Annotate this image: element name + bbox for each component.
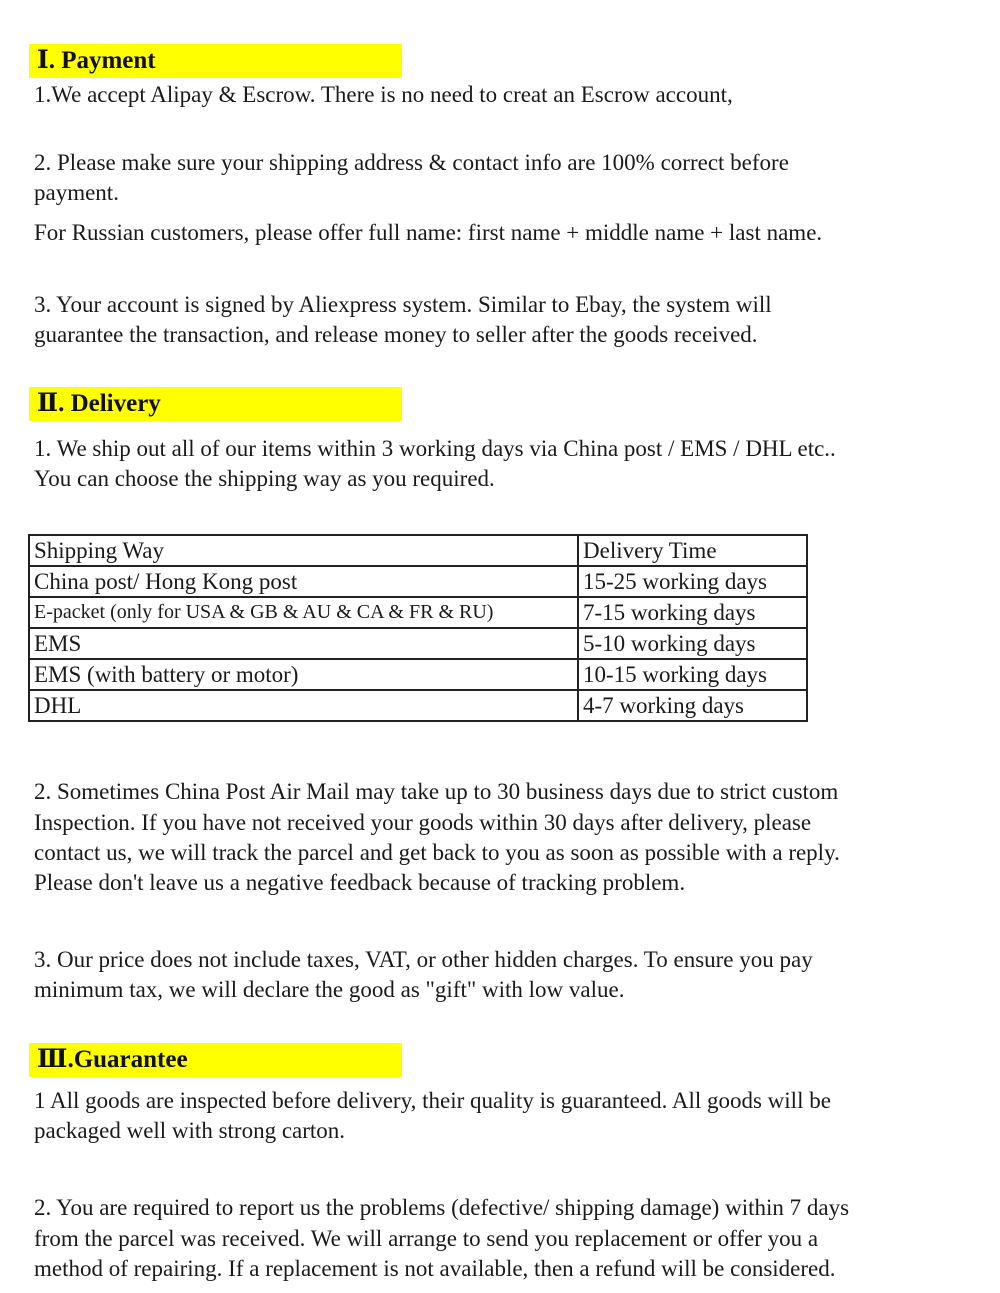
payment-heading: Ⅰ. Payment xyxy=(29,44,402,78)
table-cell-delivery-time: 5-10 working days xyxy=(578,628,807,659)
shipping-table xyxy=(28,534,808,722)
delivery-heading: Ⅱ. Delivery xyxy=(29,387,402,421)
table-cell-shipping-way: EMS xyxy=(29,628,578,659)
table-row xyxy=(29,628,807,659)
table-cell-delivery-time: 4-7 working days xyxy=(578,690,807,721)
guarantee-heading: Ⅲ.Guarantee xyxy=(29,1043,402,1077)
delivery-paragraph-1-line-1: 1. We ship out all of our items within 3 working days via China post / EMS / DHL etc.. xyxy=(34,436,836,461)
table-cell-shipping-way: E-packet (only for USA & GB & AU & CA & FR & RU) xyxy=(29,597,578,628)
payment-paragraph-2-line-3: For Russian customers, please offer full name: first name + middle name + last name. xyxy=(34,220,823,245)
delivery-paragraph-3-line-2: minimum tax, we will declare the good as "gift" with low value. xyxy=(34,977,625,1002)
delivery-paragraph-2-line-3: contact us, we will track the parcel and get back to you as soon as possible with a reply. xyxy=(34,840,840,865)
guarantee-paragraph-2-line-1: 2. You are required to report us the problems (defective/ shipping damage) within 7 days xyxy=(34,1195,850,1220)
table-row xyxy=(29,690,807,721)
delivery-paragraph-2-line-2: Inspection. If you have not received your goods within 30 days after delivery, please xyxy=(34,810,812,835)
table-row xyxy=(29,659,807,690)
table-cell-delivery-time: 15-25 working days xyxy=(578,566,807,597)
payment-paragraph-2-line-2: payment. xyxy=(34,180,119,205)
table-header-row xyxy=(29,535,807,566)
payment-paragraph-2-line-1: 2. Please make sure your shipping address & contact info are 100% correct before xyxy=(34,150,789,175)
table-cell-shipping-way: DHL xyxy=(29,690,578,721)
delivery-paragraph-2-line-4: Please don't leave us a negative feedback because of tracking problem. xyxy=(34,870,686,895)
guarantee-paragraph-2-line-3: method of repairing. If a replacement is not available, then a refund will be considered. xyxy=(34,1256,836,1281)
table-header-delivery-time: Delivery Time xyxy=(578,535,807,566)
payment-paragraph-1: 1.We accept Alipay & Escrow. There is no need to creat an Escrow account, xyxy=(34,82,733,107)
table-row xyxy=(29,597,807,628)
table-row xyxy=(29,566,807,597)
table-cell-delivery-time: 10-15 working days xyxy=(578,659,807,690)
guarantee-paragraph-1-line-2: packaged well with strong carton. xyxy=(34,1118,346,1143)
guarantee-paragraph-2-line-2: from the parcel was received. We will arrange to send you replacement or offer you a xyxy=(34,1226,819,1251)
delivery-paragraph-1-line-2: You can choose the shipping way as you required. xyxy=(34,466,495,491)
guarantee-paragraph-1-line-1: 1 All goods are inspected before delivery, their quality is guaranteed. All goods will be xyxy=(34,1088,831,1113)
delivery-paragraph-2-line-1: 2. Sometimes China Post Air Mail may take up to 30 business days due to strict custom xyxy=(34,779,839,804)
table-header-shipping-way: Shipping Way xyxy=(29,535,578,566)
payment-paragraph-3-line-2: guarantee the transaction, and release money to seller after the goods received. xyxy=(34,322,758,347)
table-cell-shipping-way: EMS (with battery or motor) xyxy=(29,659,578,690)
payment-paragraph-3-line-1: 3. Your account is signed by Aliexpress system. Similar to Ebay, the system will xyxy=(34,292,772,317)
table-cell-shipping-way: China post/ Hong Kong post xyxy=(29,566,578,597)
table-cell-delivery-time: 7-15 working days xyxy=(578,597,807,628)
delivery-paragraph-3-line-1: 3. Our price does not include taxes, VAT, or other hidden charges. To ensure you pay xyxy=(34,947,813,972)
